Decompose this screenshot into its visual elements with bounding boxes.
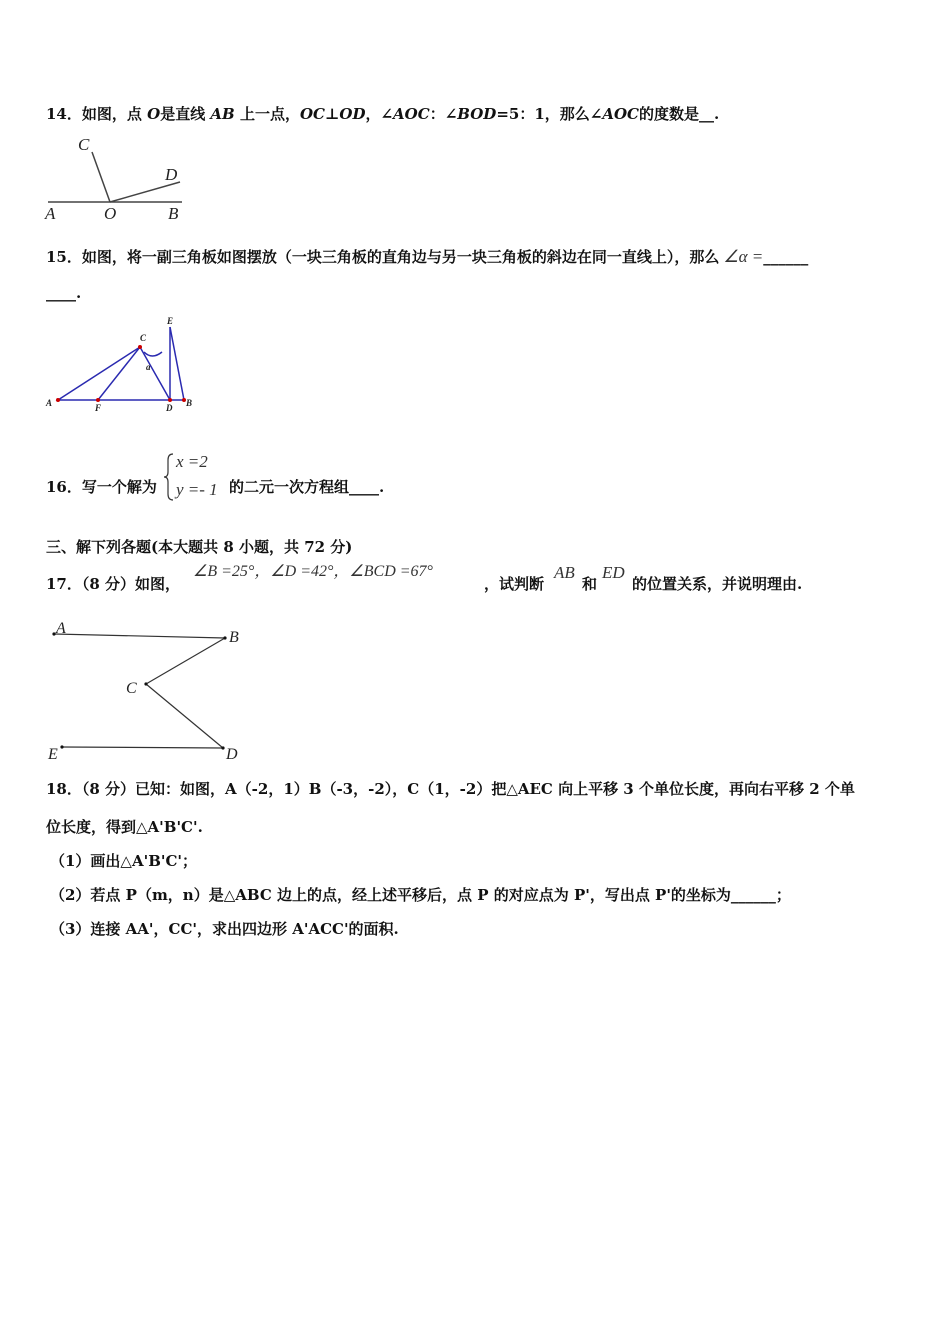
q17-ab: AB: [554, 563, 575, 582]
q15-point-d: [168, 398, 172, 402]
q16-prefix: 16．写一个解为: [46, 478, 157, 496]
q15-text: 15．如图，将一副三角板如图摆放（一块三角板的直角边与另一块三角板的斜边在同一直线上），那么: [46, 248, 720, 266]
q18-line1: 18．（8 分）已知：如图，A（-2，1）B（-3，-2），C（1，-2）把△AEC 向上平移 3 个单位长度，再向右平移 2 个单: [46, 780, 855, 798]
q14-ray-oc: [92, 152, 110, 202]
q17-point-b: [223, 636, 226, 639]
q15-triangle-acd: [58, 347, 170, 400]
q14-text: [46, 103, 719, 124]
q16-suffix: 的二元一次方程组____.: [229, 478, 385, 496]
q14-point-o: O: [147, 105, 161, 123]
q15-label-alpha: a: [146, 362, 151, 372]
q17-t3: 的位置关系，并说明理由.: [632, 575, 803, 593]
q14-perpendicular: OC⊥OD: [299, 105, 366, 123]
q17-segment-cd: [146, 684, 223, 748]
q17-point-d: [221, 746, 224, 749]
q15-segment-eb: [170, 327, 184, 400]
q17-segment-bc: [146, 638, 225, 684]
q15-label-c: C: [140, 333, 147, 343]
q14-t4: ：∠: [429, 105, 458, 123]
q14-figure: [40, 130, 200, 225]
q14-line-ab: AB: [210, 105, 235, 123]
q18-part3: （3）连接 AA'，CC'，求出四边形 A'ACC'的面积.: [50, 920, 399, 938]
q15-alpha: ∠α =: [723, 247, 764, 266]
section3-title: 三、解下列各题(本大题共 8 小题，共 72 分): [46, 538, 353, 556]
q17-t2: 和: [582, 575, 598, 593]
q17-t1: ，试判断: [484, 575, 545, 593]
q14-ray-od: [110, 182, 180, 202]
q14-angle-aoc-2: AOC: [602, 105, 639, 123]
q17-point-e: [60, 745, 63, 748]
q15-point-c: [138, 345, 142, 349]
q18-line2: 位长度，得到△A'B'C'.: [46, 818, 203, 836]
q15-point-f: [96, 398, 100, 402]
q17-label-d: D: [226, 746, 238, 763]
q15-label-e: E: [167, 316, 174, 326]
q16-eq2: y =- 1: [176, 480, 218, 499]
q14-label-d: D: [165, 165, 178, 184]
q17-label-b: B: [229, 629, 239, 646]
q15-line2: ____.: [46, 284, 82, 302]
q14-t6: 的度数是__.: [638, 105, 720, 123]
q17-figure: [40, 614, 250, 764]
q15-figure: [40, 312, 210, 417]
q17-line-ed: [62, 747, 223, 748]
q14-t3: ，∠: [365, 105, 394, 123]
q14-t1: 是直线: [160, 105, 211, 123]
q15-label-a: A: [46, 398, 53, 408]
q15-label-d: D: [166, 403, 173, 413]
q18-part2: （2）若点 P（m，n）是△ABC 边上的点，经上述平移后，点 P 的对应点为 P'，写出点 P'的坐标为______；: [50, 886, 791, 904]
q17-ed: ED: [602, 563, 625, 582]
q16-eq1: x =2: [176, 452, 208, 471]
q18-part1: （1）画出△A'B'C'；: [50, 852, 198, 870]
q17-point-c: [144, 682, 147, 685]
q17-label-e: E: [48, 746, 58, 763]
q17-label-a: A: [56, 620, 66, 637]
q14-prefix: 14．如图，点: [46, 105, 148, 123]
q14-label-b: B: [168, 204, 179, 223]
q17-line-ab: [54, 634, 225, 638]
q14-label-o: O: [104, 204, 117, 223]
q14-label-c: C: [78, 135, 90, 154]
q15-label-f: F: [95, 403, 102, 413]
q17-conditions: ∠B =25°，∠D =42°，∠BCD =67°: [193, 563, 433, 580]
q15-label-b: B: [186, 398, 193, 408]
q15-point-a: [56, 398, 60, 402]
q14-angle-bod: BOD: [457, 105, 497, 123]
q14-label-a: A: [45, 204, 56, 223]
q17-label-c: C: [126, 680, 137, 697]
q16-brace: [163, 452, 175, 502]
q15-angle-arc: [144, 352, 162, 356]
q15-line1: [46, 246, 808, 267]
q15-segment-cf: [98, 347, 140, 400]
q14-angle-aoc: AOC: [393, 105, 430, 123]
q14-t5: =5：1，那么∠: [496, 105, 603, 123]
q17-prefix: 17．（8 分）如图，: [46, 575, 181, 593]
q15-blank: ______: [763, 248, 809, 266]
q14-t2: 上一点，: [234, 105, 300, 123]
